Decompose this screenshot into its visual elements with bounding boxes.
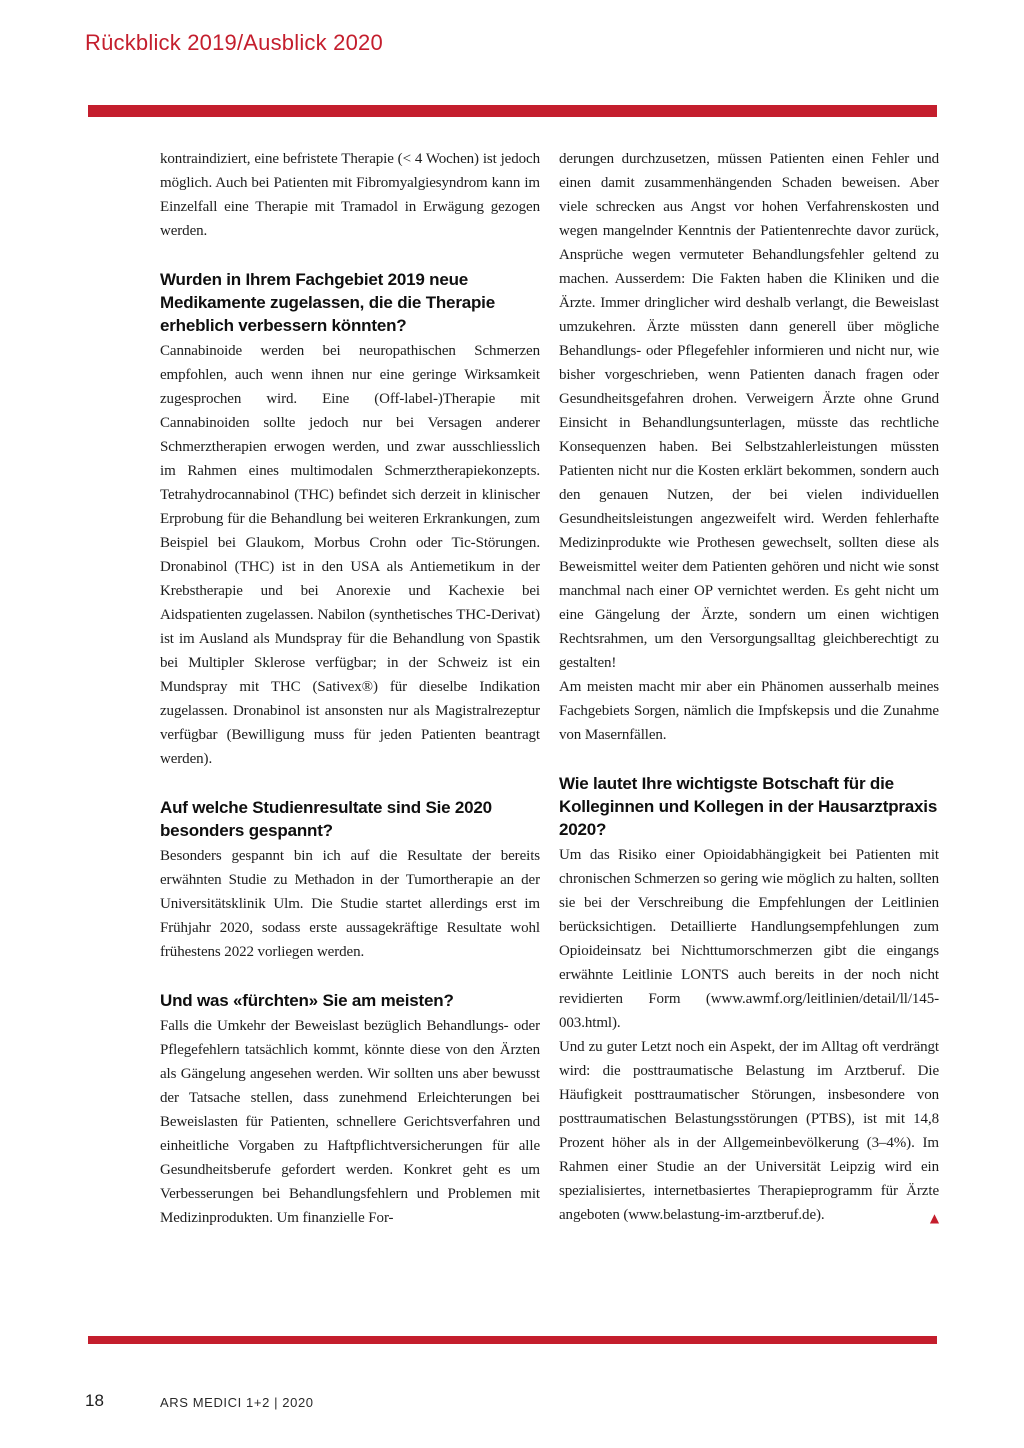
bottom-rule (88, 1336, 937, 1344)
article-end-triangle-icon: ▲ (929, 1211, 939, 1225)
question-heading-study-results: Auf welche Studienresultate sind Sie 2020 besonders gespannt? (160, 798, 492, 840)
paragraph: Am meisten macht mir aber ein Phänomen ausserhalb meines Fachgebiets Sorgen, nämlich die Impfskepsis und die Zunahme von Masernfällen. (559, 679, 939, 743)
paragraph: Cannabinoide werden bei neuropathischen Schmerzen empfohlen, auch wenn ihnen nur eine geringe Wirksamkeit zugesprochen wird. Eine (Off-label-)Therapie mit Cannabinoiden sollte jedoch nur bei Versagen anderer Schmerztherapien erwogen werden, und zwar ausschliesslich im Rahmen eines multimodalen Schmerztherapiekonzepts. Tetrahydrocannabinol (THC) befindet sich derzeit in klinischer Erprobung für die Behandlung bei weiteren Erkrankungen, zum Beispiel bei Glaukom, Morbus Crohn oder Tic-Störungen. Dronabinol (THC) ist in den USA als Antiemetikum in der Krebstherapie und bei Anorexie und Kachexie bei Aidspatienten zugelassen. Nabilon (synthetisches THC-Derivat) ist im Ausland als Mundspray für die Behandlung von Spastik bei Multipler Sklerose verfügbar; in der Schweiz ist ein Mundspray mit THC (Sativex®) für dieselbe Indikation zugelassen. Dronabinol ist ansonsten nur als Magistralrezeptur verfügbar (Bewilligung muss für jeden Patienten beantragt werden). (160, 343, 540, 767)
question-heading-new-medications: Wurden in Ihrem Fachgebiet 2019 neue Medikamente zugelassen, die die Therapie erheblich verbessern könnten? (160, 270, 495, 335)
section-kicker: Rückblick 2019/Ausblick 2020 (85, 30, 383, 55)
top-rule (88, 105, 937, 117)
paragraph: kontraindiziert, eine befristete Therapie (< 4 Wochen) ist jedoch möglich. Auch bei Patienten mit Fibromyalgiesyndrom kann im Einzelfall eine Therapie mit Tramadol in Erwägung gezogen werden. (160, 151, 540, 239)
question-heading-fears: Und was «fürchten» Sie am meisten? (160, 991, 454, 1010)
paragraph: Falls die Umkehr der Beweislast bezüglich Behandlungs- oder Pflegefehlern tatsächlich kommt, könnte diese von den Ärzten als Gängelung angesehen werden. Wir sollten uns aber bewusst der Tatsache stellen, dass zunehmend Erleichterungen bei Beweislasten für Patienten, schnellere Gerichtsverfahren und einheitliche Vorgaben zu Haftpflichtversicherungen für alle Gesundheitsberufe gefordert werden. Konkret geht es um Verbesserungen bei Behandlungsfehlern und Problemen mit Medizinprodukten. Um finanzielle For- (160, 1018, 540, 1226)
paragraph-text: Und zu guter Letzt noch ein Aspekt, der im Alltag oft verdrängt wird: die posttraumatische Belastung im Arztberuf. Die Häufigkeit posttraumatischer Störungen, insbesondere von posttraumatischen Belastungsstörungen (PTBS), ist mit 14,8 Prozent höher als in der Allgemeinbevölkerung (3–4%). Im Rahmen einer Studie an der Universität Leipzig wird ein spezialisiertes, internetbasiertes Therapieprogramm für Ärzte angeboten (www.belastung-im-arztberuf.de). (559, 1039, 939, 1223)
article-body (160, 147, 939, 1230)
journal-name: ARS MEDICI 1+2 | 2020 (160, 1395, 314, 1410)
paragraph: derungen durchzusetzen, müssen Patienten einen Fehler und einen damit zusammenhängenden Schaden beweisen. Aber viele schrecken aus Angst vor hohen Verfahrenskosten und wegen mangelnder Kenntnis der Patientenrechte davor zurück, Ansprüche wegen vermuteter Behandlungsfehler geltend zu machen. Ausserdem: Die Fakten haben die Kliniken und die Ärzte. Immer dringlicher wird deshalb verlangt, die Beweislast umzukehren. Ärzte müssten dann generell über mögliche Behandlungs- oder Pflegefehler informieren und nicht nur, wie bisher vorgeschrieben, wenn Patienten danach fragen oder Gesundheitsgefahren drohen. Verweigern Ärzte ohne Grund Einsicht in Behandlungsunterlagen, müsste das rechtliche Konsequenzen haben. Bei Selbstzahlerleistungen müssten Patienten nicht nur die Kosten erklärt bekommen, sondern auch den genauen Nutzen, der bei vielen individuellen Gesundheitsleistungen angezweifelt wird. Werden fehlerhafte Medizinprodukte wie Prothesen gewechselt, sollten diese als Beweismittel weiter dem Patienten gehören und nicht wie sonst manchmal nach einer OP vernichtet werden. Es geht nicht um eine Gängelung der Ärzte, sondern um einen wichtigen Rechtsrahmen, um den Versorgungsalltag gleichberechtigt zu gestalten! (559, 151, 939, 671)
paragraph: Besonders gespannt bin ich auf die Resultate der bereits erwähnten Studie zu Methadon in der Tumortherapie an der Universitätsklinik Ulm. Die Studie startet allerdings erst im Frühjahr 2020, sodass erste aussagekräftige Resultate wohl frühestens 2022 vorliegen werden. (160, 848, 540, 960)
question-heading-key-message: Wie lautet Ihre wichtigste Botschaft für die Kolleginnen und Kollegen in der Hausarztpraxis 2020? (559, 774, 938, 839)
paragraph (559, 1035, 939, 1227)
page-number: 18 (85, 1391, 104, 1410)
right-column (559, 147, 939, 1230)
paragraph: Um das Risiko einer Opioidabhängigkeit bei Patienten mit chronischen Schmerzen so gering wie möglich zu halten, sollten sie bei der Verschreibung die Empfehlungen der Leitlinien berücksichtigen. Detaillierte Handlungsempfehlungen zum Opioideinsatz bei Nichttumorschmerzen gibt die eingangs erwähnte Leitlinie LONTS auch bereits in der noch nicht revidierten Form (www.awmf.org/leitlinien/detail/ll/145-003.html). (559, 847, 939, 1031)
left-column (160, 147, 540, 1230)
